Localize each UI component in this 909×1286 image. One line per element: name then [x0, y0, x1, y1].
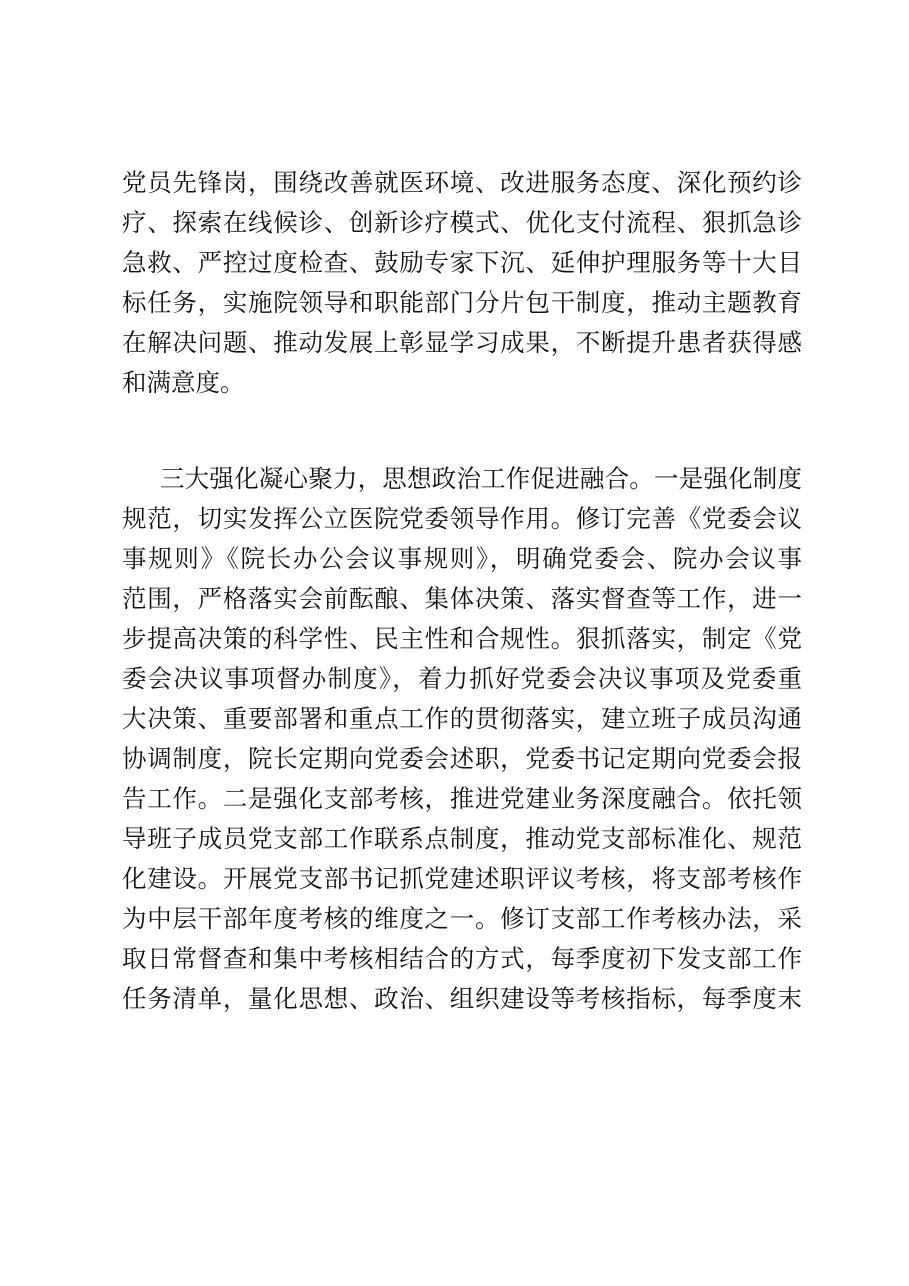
paragraph-line: 事规则》《院长办公会议事规则》，明确党委会、院办会议事 — [122, 544, 802, 573]
paragraph-line: 在解决问题、推动发展上彰显学习成果，不断提升患者获得感 — [122, 328, 802, 357]
paragraph-line: 和满意度。 — [122, 368, 245, 397]
paragraph-line: 为中层干部年度考核的维度之一。修订支部工作考核办法，采 — [122, 904, 802, 933]
paragraph-line: 告工作。二是强化支部考核，推进党建业务深度融合。依托领 — [122, 784, 802, 813]
paragraph-2 — [122, 459, 802, 1019]
paragraph-line: 急救、严控过度检查、鼓励专家下沉、延伸护理服务等十大目 — [122, 248, 802, 277]
paragraph-line: 大决策、重要部署和重点工作的贯彻落实，建立班子成员沟通 — [122, 704, 802, 733]
paragraph-line: 规范，切实发挥公立医院党委领导作用。修订完善《党委会议 — [122, 504, 802, 533]
paragraph-line: 标任务，实施院领导和职能部门分片包干制度，推动主题教育 — [122, 288, 802, 317]
paragraph-line: 党员先锋岗，围绕改善就医环境、改进服务态度、深化预约诊 — [122, 168, 802, 197]
paragraph-line: 三大强化凝心聚力，思想政治工作促进融合。一是强化制度 — [160, 464, 802, 493]
paragraph-line: 任务清单，量化思想、政治、组织建设等考核指标，每季度末 — [122, 984, 802, 1013]
paragraph-line: 化建设。开展党支部书记抓党建述职评议考核，将支部考核作 — [122, 864, 802, 893]
paragraph-line: 范围，严格落实会前酝酿、集体决策、落实督查等工作，进一 — [122, 584, 802, 613]
paragraph-line: 协调制度，院长定期向党委会述职，党委书记定期向党委会报 — [122, 744, 802, 773]
paragraph-line: 疗、探索在线候诊、创新诊疗模式、优化支付流程、狠抓急诊 — [122, 208, 802, 237]
paragraph-1 — [122, 163, 802, 403]
paragraph-line: 委会决议事项督办制度》，着力抓好党委会决议事项及党委重 — [122, 664, 802, 693]
paragraph-line: 取日常督查和集中考核相结合的方式，每季度初下发支部工作 — [122, 944, 802, 973]
paragraph-line: 步提高决策的科学性、民主性和合规性。狠抓落实，制定《党 — [122, 624, 802, 653]
paragraph-line: 导班子成员党支部工作联系点制度，推动党支部标准化、规范 — [122, 824, 802, 853]
